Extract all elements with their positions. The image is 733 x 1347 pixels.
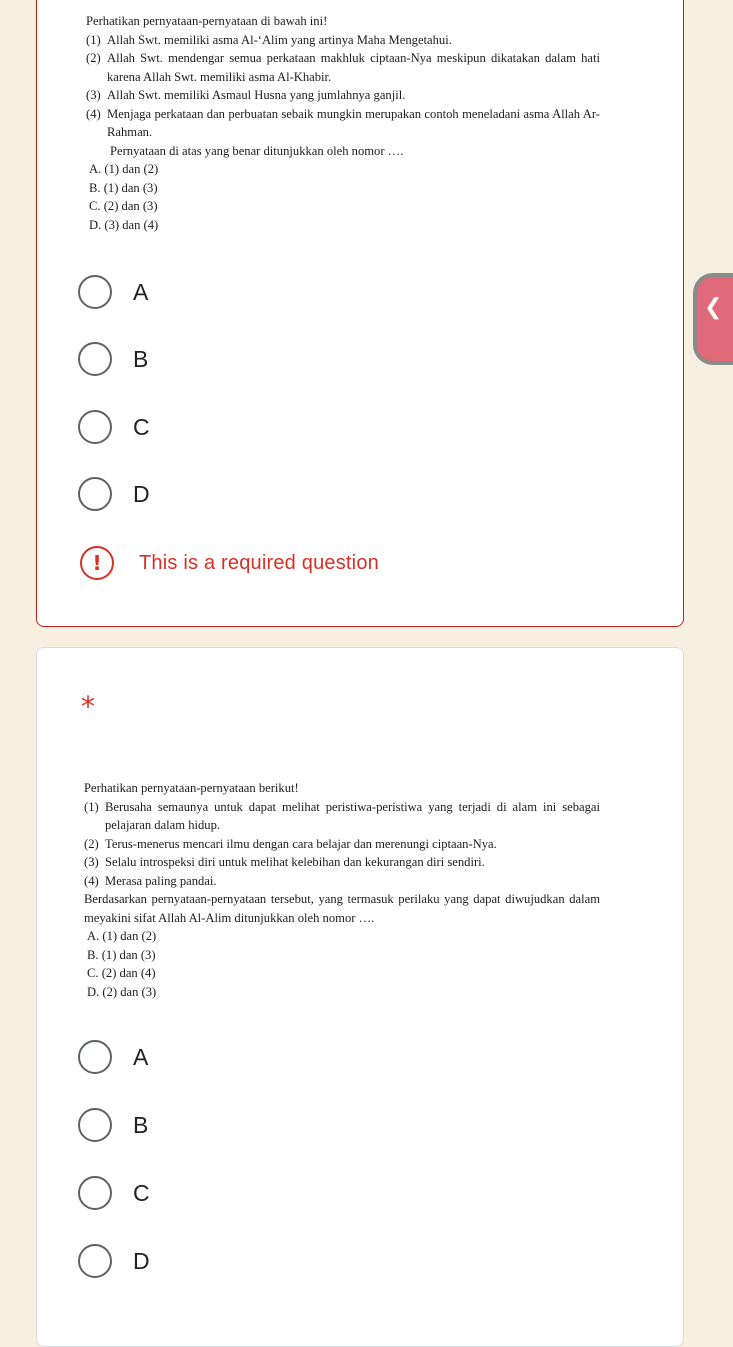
q1-choice-b: B. (1) dan (3) — [89, 180, 158, 195]
required-asterisk: * — [81, 690, 95, 723]
option-label: B — [133, 345, 149, 372]
option-label: C — [133, 413, 150, 440]
q1-option-c[interactable] — [78, 410, 150, 444]
q2-statement: (4) Merasa paling pandai. — [84, 873, 217, 888]
q2-statement: (2) Terus-menerus mencari ilmu dengan cara belajar dan merenungi ciptaan-Nya. — [84, 836, 497, 851]
radio-button[interactable] — [78, 1040, 112, 1074]
radio-button[interactable] — [78, 1176, 112, 1210]
radio-button[interactable] — [78, 1244, 112, 1278]
q1-option-b[interactable] — [78, 342, 148, 376]
q2-option-d[interactable] — [78, 1244, 150, 1278]
option-label: A — [133, 1043, 149, 1070]
error-icon: ! — [80, 546, 114, 580]
radio-button[interactable] — [78, 477, 112, 511]
q1-choice-d: D. (3) dan (4) — [89, 217, 159, 232]
q2-choice-d: D. (2) dan (3) — [87, 984, 157, 999]
q1-statement: (1) Allah Swt. memiliki asma Al-‘Alim yang artinya Maha Mengetahui. — [86, 32, 452, 47]
option-label: A — [133, 278, 149, 305]
radio-button[interactable] — [78, 342, 112, 376]
q2-option-a[interactable] — [78, 1040, 148, 1074]
q1-statement: (4) Menjaga perkataan dan perbuatan sebaik mungkin merupakan contoh meneladani asma Allah Ar-Rahman. — [86, 106, 600, 139]
q2-choice-c: C. (2) dan (4) — [87, 966, 156, 980]
question-1-prompt: Pernyataan di atas yang benar ditunjukkan oleh nomor …. — [110, 143, 404, 158]
option-label: C — [133, 1179, 150, 1206]
q1-choice-c: C. (2) dan (3) — [89, 199, 158, 213]
q2-option-c[interactable] — [78, 1176, 150, 1210]
question-1-text — [86, 12, 600, 234]
option-label: B — [133, 1111, 149, 1138]
q2-statement: (1) Berusaha semaunya untuk dapat melihat peristiwa-peristiwa yang terjadi di alam ini sebagai pelajaran dalam hidup. — [84, 799, 600, 832]
radio-button[interactable] — [78, 1108, 112, 1142]
option-label: D — [133, 480, 150, 507]
q1-option-d[interactable] — [78, 477, 150, 511]
q2-choice-b: B. (1) dan (3) — [87, 947, 156, 962]
radio-button[interactable] — [78, 410, 112, 444]
q2-statement: (3) Selalu introspeksi diri untuk melihat kelebihan dan kekurangan diri sendiri. — [84, 855, 485, 869]
q1-statement: (2) Allah Swt. mendengar semua perkataan makhluk ciptaan-Nya meskipun dikatakan dalam hati karena Allah Swt. memiliki asma Al-Khabir. — [86, 51, 600, 84]
question-2-prompt: Berdasarkan pernyataan-pernyataan tersebut, yang termasuk perilaku yang dapat diwujudkan dalam meyakini sifat Allah Al-Alim ditunjukkan oleh nomor …. — [84, 892, 600, 925]
q1-choice-a: A. (1) dan (2) — [89, 162, 159, 176]
floating-side-handle[interactable] — [693, 273, 733, 365]
q2-choice-a: A. (1) dan (2) — [87, 929, 157, 943]
q2-option-b[interactable] — [78, 1108, 148, 1142]
question-1-intro: Perhatikan pernyataan-pernyataan di bawah ini! — [86, 14, 328, 28]
option-label: D — [133, 1247, 150, 1274]
floating-handle-icon: ❮ — [704, 295, 723, 320]
question-2-text — [84, 779, 600, 1001]
q1-statement: (3) Allah Swt. memiliki Asmaul Husna yang jumlahnya ganjil. — [86, 88, 406, 102]
radio-button[interactable] — [78, 275, 112, 309]
q1-option-a[interactable] — [78, 275, 148, 309]
error-message: This is a required question — [139, 551, 379, 574]
required-error — [80, 546, 379, 580]
question-2-intro: Perhatikan pernyataan-pernyataan berikut! — [84, 781, 299, 795]
